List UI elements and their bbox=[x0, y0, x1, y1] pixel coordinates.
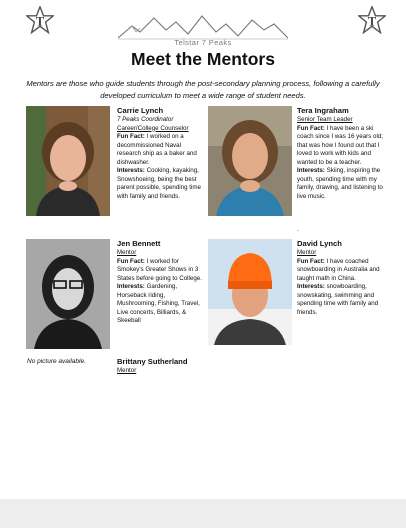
interests-text: snowboarding, snowskating, swimming and spending time with family and friends. bbox=[297, 283, 379, 316]
mentor-name: Carrie Lynch bbox=[117, 106, 164, 115]
no-picture-note: No picture available. bbox=[27, 358, 86, 365]
stray-mark: . bbox=[297, 226, 299, 233]
fun-fact-label: Fun Fact: bbox=[297, 124, 325, 132]
mentor-card-david bbox=[297, 239, 387, 317]
fun-fact-text: I worked for Smokey's Greater Shows in 3 States before going to College. bbox=[117, 257, 202, 282]
mentor-photo-jen bbox=[26, 239, 110, 349]
mentor-name: Brittany Sutherland bbox=[117, 357, 188, 366]
fun-fact-label: Fun Fact: bbox=[117, 257, 145, 265]
mentor-role: 7 Peaks Coordinator bbox=[117, 116, 174, 123]
logo-letter: T bbox=[367, 14, 377, 29]
mentor-role: Mentor bbox=[117, 367, 137, 374]
intro-paragraph: Mentors are those who guide students through the post-secondary planning process, following a carefully developed curriculum to meet a wide range of student needs. bbox=[26, 79, 380, 100]
fun-fact-text: I worked on a decommissioned Naval research ship as a baker and dishwasher. bbox=[117, 133, 197, 166]
interests-label: Interests: bbox=[297, 283, 325, 290]
mentor-card-carrie bbox=[117, 106, 203, 201]
mentor-role: Mentor bbox=[117, 249, 137, 256]
logo-letter: T bbox=[35, 14, 45, 29]
mentor-photo-tera bbox=[208, 106, 292, 216]
mentor-role: Senior Team Leader bbox=[297, 116, 353, 123]
telstar-star-logo-icon bbox=[358, 6, 386, 34]
interests-text: Skiing, inspiring the youth, spending time with my family, drawing, and listening to live music. bbox=[297, 167, 383, 200]
mentor-role: Career/College Counselor bbox=[117, 124, 189, 132]
page-title: Meet the Mentors bbox=[131, 49, 275, 69]
fun-fact-text: I have coached snowboarding in Australia and taught math in China. bbox=[297, 257, 380, 282]
brand-name: Telstar 7 Peaks bbox=[174, 38, 232, 47]
telstar-star-logo-icon bbox=[26, 6, 54, 34]
interests-text: Cooking, kayaking, Snowshoeing, being the best parent possible, spending time with family and friends. bbox=[117, 167, 201, 200]
interests-label: Interests: bbox=[297, 167, 325, 174]
interests-label: Interests: bbox=[117, 167, 145, 174]
mentor-photo-carrie bbox=[26, 106, 110, 216]
mentor-card-tera bbox=[297, 106, 389, 201]
fun-fact-text: I have been a ski coach since I was 16 years old; that was how I found out that I loved to work with kids and wanted to be a teacher. bbox=[297, 124, 383, 166]
interests-label: Interests: bbox=[117, 283, 145, 290]
mentor-card-jen bbox=[117, 239, 203, 326]
fun-fact-label: Fun Fact: bbox=[117, 133, 145, 140]
mentor-name: Tera Ingraham bbox=[297, 106, 349, 115]
mentor-card-brittany bbox=[117, 357, 217, 376]
mentor-name: Jen Bennett bbox=[117, 239, 161, 248]
fun-fact-label: Fun Fact: bbox=[297, 257, 325, 265]
interests-text: Gardening, Horseback riding, Mushrooming, Fishing, Travel, Live concerts, Billiards, & Skeeball bbox=[117, 283, 200, 324]
mentor-photo-david bbox=[208, 239, 292, 345]
mentor-name: David Lynch bbox=[297, 239, 342, 248]
mentor-role: Mentor bbox=[297, 249, 317, 256]
